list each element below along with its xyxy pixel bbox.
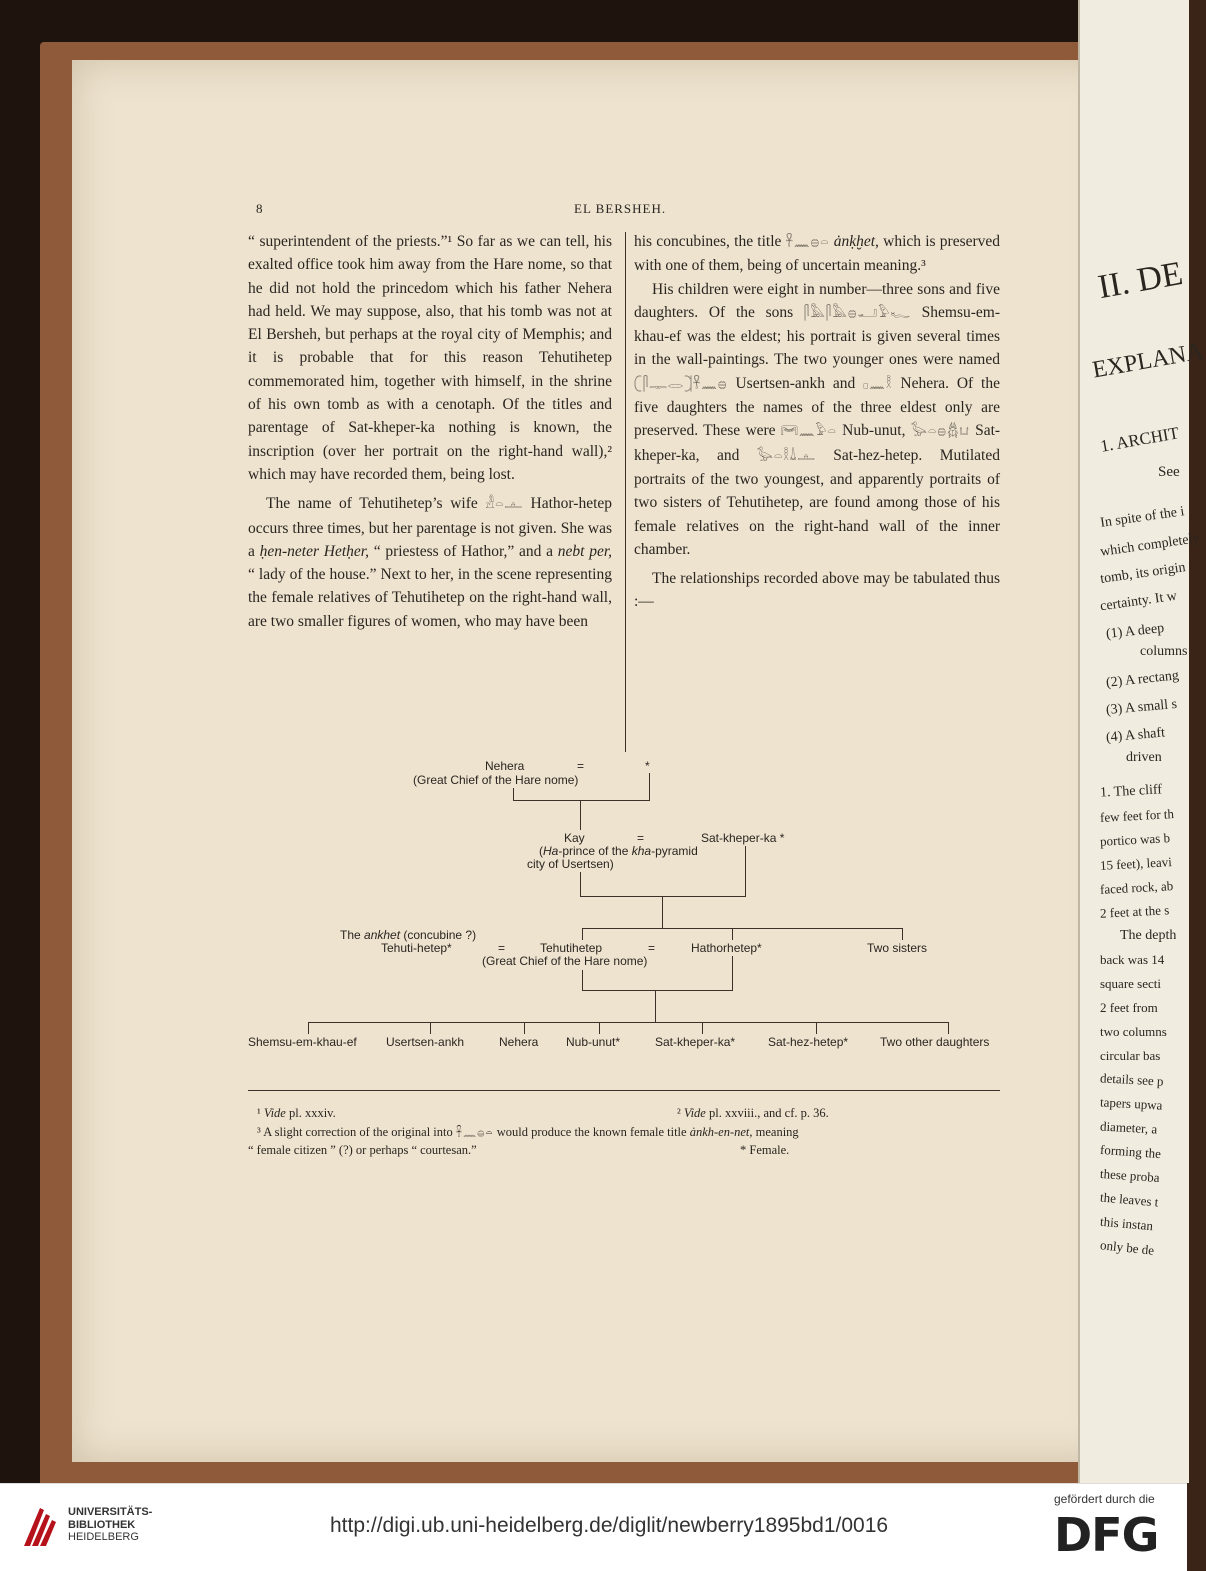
tree-ankhet-label [340, 928, 476, 942]
university-logo-icon[interactable] [18, 1500, 62, 1552]
facing-line: diameter, a [1099, 1118, 1158, 1137]
tree-line [948, 1022, 949, 1034]
text-run: Usertsen-ankh and [735, 374, 856, 392]
facing-line: only be de [1099, 1237, 1155, 1258]
text-run: “ priestess of Hathor,” and a [373, 542, 554, 560]
permalink-url[interactable]: http://digi.ub.uni-heidelberg.de/diglit/newberry1895bd1/0016 [330, 1514, 889, 1537]
tree-line [582, 970, 583, 990]
text-run: ² [677, 1106, 681, 1120]
tree-equals: = [637, 831, 645, 845]
facing-line: (2) A rectang [1105, 668, 1180, 691]
tree-tehuti-hetep-wife: Tehuti-hetep* [381, 941, 452, 955]
tree-kay-title-2: city of Usertsen) [527, 857, 614, 871]
running-title: EL BERSHEH. [574, 201, 667, 216]
footnote-2 [677, 1105, 829, 1121]
tree-child: Sat-kheper-ka* [655, 1035, 736, 1049]
facing-line: two columns [1100, 1024, 1167, 1039]
facing-page [1078, 0, 1206, 1483]
viewer-footer [0, 1483, 1187, 1571]
text-run: Nub-unut, [842, 422, 906, 440]
tree-tehutihetep: Tehutihetep [540, 941, 603, 955]
tree-child: Shemsu-em-khau-ef [248, 1035, 357, 1049]
dfg-logo[interactable]: DFG [1054, 1508, 1159, 1562]
tree-kay: Kay [564, 831, 585, 845]
funding-caption: gefördert durch die [1054, 1492, 1155, 1506]
text-run: Hathor-hetep occurs three times, but her parentage is not given. She was a [248, 495, 613, 560]
text-run: The name of Tehutihetep’s wife [266, 495, 478, 513]
tree-line [580, 872, 581, 896]
tree-child: Sat-hez-hetep* [768, 1035, 849, 1049]
text-run: Vide [683, 1106, 706, 1120]
tree-line [513, 800, 650, 801]
facing-line: 2 feet at the s [1099, 902, 1170, 921]
facing-line: which completely [1099, 531, 1201, 560]
tree-tehutihetep-title: (Great Chief of the Hare nome) [482, 954, 648, 968]
tree-line [430, 1022, 431, 1034]
right-paragraph-2 [634, 278, 1000, 562]
facing-line: 15 feet), leavi [1099, 854, 1173, 873]
institution-line: UNIVERSITÄTS- [68, 1506, 153, 1518]
hieroglyph-son-1: 𓋴𓅓𓋴𓅓𓐍𓂝𓅱𓆑 [803, 305, 911, 321]
italic-term: ḥen-neter Hetḥer, [259, 542, 369, 560]
text-run: which is preserved with one of them, being of uncertain meaning.³ [634, 233, 1001, 275]
facing-line: 2 feet from [1100, 1000, 1158, 1015]
facing-line: certainty. It w [1099, 588, 1178, 615]
hieroglyph-daughter-1: 𓋞𓈖𓅱𓏏 [780, 424, 837, 440]
tree-line [745, 846, 746, 896]
institution-line: HEIDELBERG [68, 1531, 139, 1543]
facing-line: II. DE [1095, 254, 1186, 307]
tree-two-sisters: Two sisters [867, 941, 928, 955]
facing-line: forming the [1099, 1141, 1162, 1162]
hieroglyph-son-2: 𓍹𓋴𓊃𓂋𓍺𓋹𓈖𓐍 [634, 376, 728, 392]
tree-line [582, 990, 733, 991]
right-column [634, 230, 1000, 614]
column-divider [625, 232, 626, 752]
text-run: “ lady of the house.” Next to her, in the scene representing the female relatives of Tehutihetep on the right-hand wall, are two smaller figures of women, who may have been [248, 566, 612, 630]
left-paragraph-1: “ superintendent of the priests.”¹ So far as we can tell, his exalted office took him away from the Hare nome, so that he did not hold the princedom which his father Nehera had held. We may suppose, also, that his tomb was not at El Bersheh, but perhaps at the royal city of Memphis; and it is probable that for this reason Tehutihetep commemorated him, together with himself, in the shrine of his own tomb as with a cenotaph. Of the titles and parentage of Sat-kheper-ka nothing is known, the inscription (over her portrait on the right-hand wall),² which may have recorded them, being lost. [248, 233, 612, 483]
tree-line [732, 956, 733, 990]
hieroglyph-daughter-3: 𓅭𓏏𓎛𓍑𓊵 [756, 448, 816, 464]
book-page [72, 60, 1112, 1462]
text-run: Shemsu-em-khau-ef was the eldest; his portrait is given several times in the wall-paintings. The two younger ones were named [634, 303, 1000, 369]
left-paragraph-2 [248, 492, 612, 633]
facing-line: back was 14 [1100, 952, 1165, 967]
facing-line: The depth [1120, 928, 1177, 943]
text-run: ³ [257, 1125, 261, 1139]
tree-child: Nehera [499, 1035, 539, 1049]
text-run: would produce the known female title [496, 1125, 687, 1139]
hieroglyph-correction: 𓋹𓈖𓐍𓏏 [455, 1126, 494, 1139]
text-run: Nehera. Of the five daughters the names of the three eldest only are preserved. These were [634, 374, 1000, 440]
tree-child: Two other daughters [880, 1035, 990, 1049]
tree-line [599, 1022, 600, 1034]
left-column [248, 230, 612, 633]
tree-line [582, 928, 583, 940]
text-run: his concubines, the title [634, 233, 782, 250]
text-run: pl. xxxiv. [288, 1106, 336, 1120]
facing-line: faced rock, ab [1099, 878, 1174, 897]
right-paragraph-3: The relationships recorded above may be tabulated thus :— [634, 570, 1000, 611]
facing-line: portico was b [1099, 830, 1171, 849]
footnote-1 [257, 1105, 336, 1121]
tree-line [524, 1022, 525, 1034]
tree-line [816, 1022, 817, 1034]
page-number: 8 [256, 201, 263, 216]
footnote-rule [248, 1090, 1000, 1091]
tree-equals: = [648, 941, 656, 955]
text-run: Ha [543, 844, 559, 858]
text-run: meaning [755, 1125, 799, 1139]
tree-line [732, 928, 733, 940]
footnote-female: * Female. [740, 1143, 790, 1157]
institution-name[interactable] [68, 1506, 152, 1544]
hieroglyph-daughter-2: 𓅭𓏏𓐍𓆣𓂓 [910, 424, 970, 440]
tree-line [580, 800, 581, 830]
tree-kay-title: (Ha-prince of the kha-pyramid [539, 844, 698, 858]
text-run: -prince of the [558, 844, 632, 858]
italic-term: ȧnḳḫet, [833, 233, 879, 250]
facing-line: (3) A small s [1105, 696, 1178, 719]
tree-line [649, 773, 650, 800]
tree-line [308, 1022, 309, 1034]
text-run: Sat-hez-hetep. Mutilated portraits of the two youngest, and apparently portraits of two sisters of Tehutihetep, are found among those of his female relatives on the right-hand wall of the inner chamber. [634, 446, 1000, 558]
tree-nehera-title: (Great Chief of the Hare nome) [413, 773, 579, 787]
text-run: A slight correction of the original into [263, 1125, 453, 1139]
tree-sat-kheper-ka: Sat-kheper-ka * [701, 831, 785, 845]
facing-line: driven [1126, 750, 1162, 765]
text-run: ankhet [364, 928, 401, 942]
footnote-3-continued: “ female citizen ” (?) or perhaps “ courtesan.” [248, 1143, 477, 1157]
italic-term: nebt per, [557, 542, 613, 560]
facing-line: EXPLANA [1090, 338, 1206, 384]
tree-line [513, 788, 514, 800]
tree-line [702, 1022, 703, 1034]
tree-nehera: Nehera [485, 759, 525, 773]
tree-line [902, 928, 903, 940]
facing-line: (4) A shaft [1105, 725, 1166, 746]
right-paragraph-1 [634, 230, 1000, 278]
tree-line [655, 990, 656, 1022]
facing-line: square secti [1100, 976, 1162, 991]
text-run: Sat-kheper-ka, and [634, 422, 1001, 464]
text-run: kha [631, 844, 652, 858]
tree-hathorhetep: Hathorhetep* [691, 941, 762, 955]
footnote-3 [257, 1124, 1002, 1141]
text-run: pl. xxviii., and cf. p. 36. [708, 1106, 829, 1120]
text-run: (concubine ?) [400, 928, 477, 942]
text-run: ¹ [257, 1106, 261, 1120]
text-run: The [340, 928, 365, 942]
facing-line: these proba [1099, 1165, 1161, 1186]
text-run: Vide [263, 1106, 286, 1120]
hieroglyph-title: 𓋹𓈖𓐍𓏏 [785, 235, 830, 250]
tree-child: Usertsen-ankh [386, 1035, 465, 1049]
text-run: -pyramid [651, 844, 698, 858]
facing-line: tomb, its origin [1099, 560, 1187, 587]
facing-line: (1) A deep [1105, 620, 1165, 643]
tree-equals: = [498, 941, 506, 955]
facing-line: circular bas [1100, 1048, 1161, 1063]
tree-line [582, 928, 902, 929]
hieroglyph-wife-name: 𓁐𓏏𓊵 [485, 497, 523, 513]
facing-line: In spite of the i [1099, 504, 1186, 531]
facing-line: details see p [1099, 1070, 1164, 1089]
facing-line: columns [1140, 644, 1188, 659]
tree-line [580, 896, 746, 897]
hieroglyph-son-3: 𓊪𓈖𓎛 [863, 376, 893, 392]
facing-line: few feet for th [1099, 806, 1175, 825]
institution-line: BIBLIOTHEK [68, 1518, 136, 1531]
text-run: His children were eight in number—three sons and five daughters. Of the sons [634, 280, 1000, 321]
tree-child: Nub-unut* [566, 1035, 621, 1049]
facing-line: tapers upwa [1099, 1094, 1163, 1113]
tree-star: * [645, 759, 650, 773]
text-run: ȧnkh-en-net, [689, 1125, 753, 1139]
facing-line: 1. The cliff [1099, 782, 1163, 801]
facing-line: See [1158, 464, 1180, 480]
tree-equals: = [577, 759, 585, 773]
tree-line [662, 896, 663, 928]
tree-line [308, 1022, 948, 1023]
facing-line: this instan [1099, 1213, 1154, 1234]
facing-line: the leaves t [1099, 1189, 1160, 1210]
facing-line: 1. ARCHIT [1098, 423, 1181, 456]
